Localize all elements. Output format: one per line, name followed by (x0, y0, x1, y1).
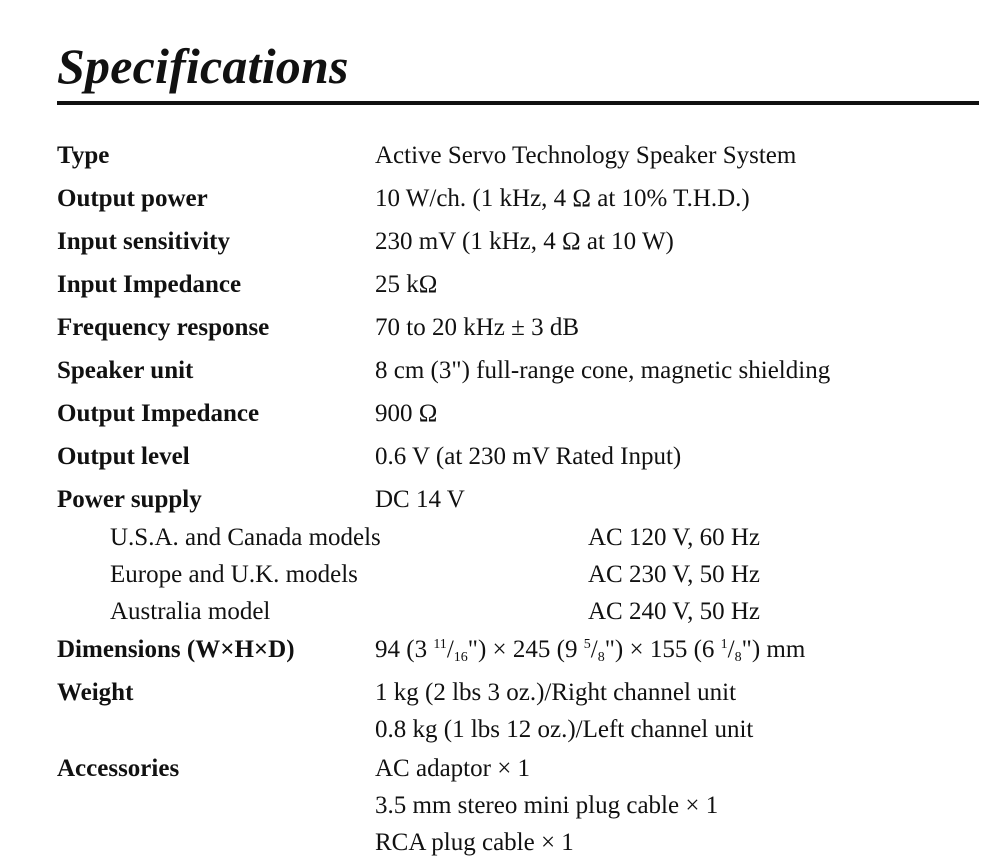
spec-value: 0.8 kg (1 lbs 12 oz.)/Left channel unit (375, 716, 754, 743)
fraction-numerator: 11 (433, 637, 447, 652)
power-supply-model-row (0, 520, 1000, 556)
spec-value: 0.6 V (at 230 mV Rated Input) (375, 443, 682, 470)
model-value: AC 240 V, 50 Hz (588, 598, 761, 625)
accessory-item: 3.5 mm stereo mini plug cable × 1 (375, 792, 719, 819)
spec-value: 230 mV (1 kHz, 4 Ω at 10 W) (375, 228, 674, 255)
fraction-slash: / (446, 636, 454, 663)
spec-value-dimensions (375, 632, 805, 668)
fraction-slash: / (590, 636, 598, 663)
spec-row-output-impedance (0, 396, 1000, 432)
model-name: Australia model (110, 598, 271, 625)
dim-text: ") × 245 (9 (467, 636, 584, 663)
model-value: AC 120 V, 60 Hz (588, 524, 761, 551)
spec-label: Weight (57, 679, 134, 706)
spec-row-input-impedance (0, 267, 1000, 303)
spec-value: DC 14 V (375, 486, 465, 513)
spec-row-power-supply (0, 482, 1000, 518)
spec-row-accessories (0, 751, 1000, 787)
accessory-item: RCA plug cable × 1 (375, 829, 574, 856)
spec-value: 25 kΩ (375, 271, 438, 298)
spec-value: 70 to 20 kHz ± 3 dB (375, 314, 579, 341)
spec-label: Dimensions (W×H×D) (57, 636, 295, 663)
accessory-item: AC adaptor × 1 (375, 755, 531, 782)
power-supply-model-row (0, 594, 1000, 630)
spec-label: Accessories (57, 755, 180, 782)
spec-label: Frequency response (57, 314, 270, 341)
spec-value: 900 Ω (375, 400, 438, 427)
spec-row-accessories-continued (0, 788, 1000, 824)
spec-label: Speaker unit (57, 357, 194, 384)
fraction-numerator: 5 (583, 637, 591, 652)
dim-text: 94 (3 (375, 636, 434, 663)
spec-row-accessories-continued (0, 825, 1000, 861)
fraction-denominator: 8 (734, 650, 742, 665)
spec-row-input-sensitivity (0, 224, 1000, 260)
fraction-denominator: 16 (453, 650, 468, 665)
spec-value: 8 cm (3") full-range cone, magnetic shielding (375, 357, 831, 384)
spec-label: Input sensitivity (57, 228, 230, 255)
spec-value: 1 kg (2 lbs 3 oz.)/Right channel unit (375, 679, 737, 706)
fraction-denominator: 8 (597, 650, 605, 665)
spec-label: Power supply (57, 486, 202, 513)
dim-text: ") × 155 (6 (604, 636, 721, 663)
spec-row-dimensions (0, 632, 1000, 668)
power-supply-model-row (0, 557, 1000, 593)
spec-row-speaker-unit (0, 353, 1000, 389)
spec-value: 10 W/ch. (1 kHz, 4 Ω at 10% T.H.D.) (375, 185, 750, 212)
model-name: Europe and U.K. models (110, 561, 358, 588)
spec-label: Output Impedance (57, 400, 260, 427)
spec-row-frequency-response (0, 310, 1000, 346)
spec-label: Input Impedance (57, 271, 242, 298)
model-value: AC 230 V, 50 Hz (588, 561, 761, 588)
fraction-numerator: 1 (720, 637, 728, 652)
spec-row-output-level (0, 439, 1000, 475)
dim-text: ") mm (741, 636, 806, 663)
spec-label: Output level (57, 443, 190, 470)
spec-row-weight (0, 675, 1000, 711)
title-divider (57, 101, 979, 105)
spec-row-output-power (0, 181, 1000, 217)
spec-label: Output power (57, 185, 208, 212)
page-title: Specifications (57, 38, 349, 94)
spec-row-type (0, 138, 1000, 174)
model-name: U.S.A. and Canada models (110, 524, 381, 551)
spec-row-weight-continued (0, 712, 1000, 748)
spec-value: Active Servo Technology Speaker System (375, 142, 797, 169)
spec-label: Type (57, 142, 110, 169)
fraction-slash: / (727, 636, 735, 663)
